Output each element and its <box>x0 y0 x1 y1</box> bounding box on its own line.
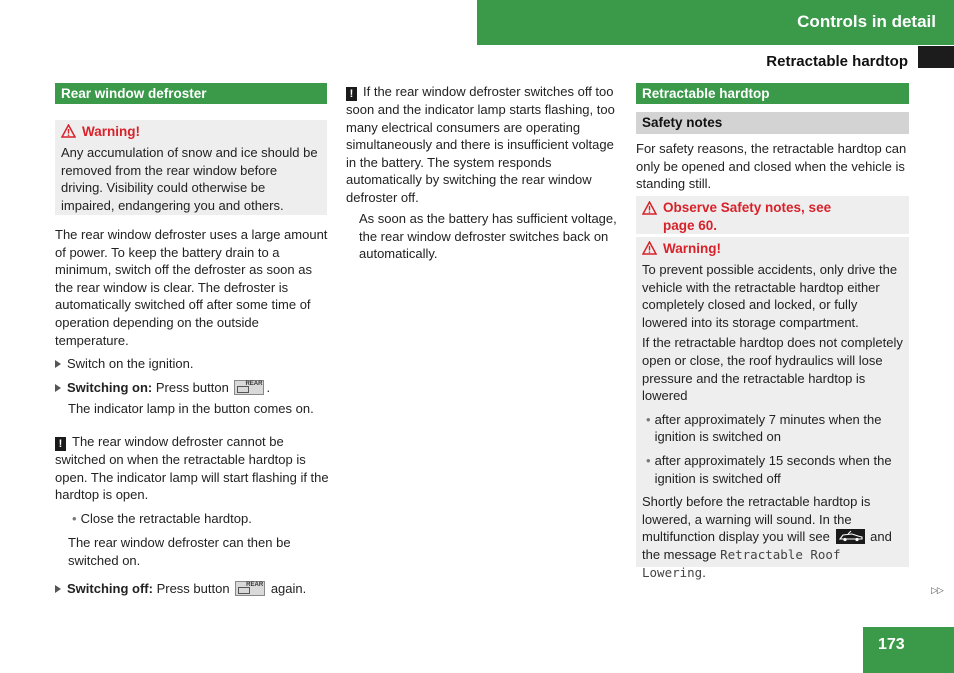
step-text: Switch on the ignition. <box>67 356 194 371</box>
warning-paragraph-1: To prevent possible accidents, only drive the vehicle with the retractable hardtop either completely closed and locked, or fully lowered into its storage compartment. <box>642 262 898 330</box>
thumb-tab-marker <box>918 46 954 68</box>
battery-note-2: As soon as the battery has sufficient voltage, the rear window defroster switches back on automatically. <box>359 211 617 262</box>
warning-triangle-icon <box>642 201 657 215</box>
safety-intro: For safety reasons, the retractable hardtop can only be opened and closed when the vehicle is standing still. <box>636 141 907 192</box>
section-title: Retractable hardtop <box>766 53 908 70</box>
intro-paragraph: The rear window defroster uses a large amount of power. To keep the battery drain to a minimum, switch off the defroster as soon as the rear window is clear. The defroster is automatically switched off after some time of operation depending on the outside temperature. <box>55 227 328 348</box>
note-bullet <box>72 510 330 528</box>
subheading-safety-notes: Safety notes <box>636 112 909 134</box>
bullet-dot-icon: • <box>646 452 651 468</box>
exclamation-icon: ! <box>346 87 357 101</box>
warning-title-row <box>61 123 321 141</box>
warning-box <box>55 120 327 215</box>
warning-triangle-icon <box>61 124 76 138</box>
note-bullet-text: Close the retractable hardtop. <box>80 511 252 526</box>
step-switching-on: Switching on: Press button REAR . <box>55 379 329 397</box>
step-switching-off <box>55 580 329 598</box>
warning-title-row <box>642 240 903 258</box>
observe-row <box>636 196 909 235</box>
bullet-dot-icon: • <box>72 511 77 526</box>
step-arrow-icon <box>55 384 61 392</box>
rear-defroster-button-icon: REAR <box>234 380 264 395</box>
step-label: Switching off: <box>67 581 153 596</box>
chapter-title: Controls in detail <box>797 12 936 31</box>
warning-paragraph-2: If the retractable hardtop does not completely open or close, the roof hydraulics will lose pressure and the retractable hardtop is lowered <box>642 335 903 404</box>
warning-text: Any accumulation of snow and ice should be removed from the rear window before driving. Visibility could otherwise be impaired, endangering you and others. <box>61 145 318 213</box>
step-arrow-icon <box>55 360 61 368</box>
battery-note-text: If the rear window defroster switches off too soon and the indicator lamp starts flashing, too many electrical consumers are operating simultaneously and there is insufficient voltage in the battery. The system responds automatically by switching the rear window defroster off. <box>346 84 615 205</box>
section-heading-rear-window-defroster: Rear window defroster <box>55 83 327 104</box>
step-arrow-icon <box>55 585 61 593</box>
bullet-dot-icon: • <box>646 411 651 427</box>
warning-title: Warning! <box>663 241 721 256</box>
hardtop-warning-box <box>636 237 909 580</box>
step-text: Press button <box>155 380 229 395</box>
step-note: The indicator lamp in the button comes on. <box>68 401 314 416</box>
step-label: Switching on: <box>67 380 153 395</box>
warning-paragraph-3 <box>642 493 903 581</box>
warning-bullet-text: after approximately 15 seconds when the ignition is switched off <box>654 452 892 486</box>
battery-note <box>346 83 620 207</box>
step-after-text: again. <box>270 581 307 596</box>
note-after: The rear window defroster can then be switched on. <box>68 535 291 568</box>
observe-link[interactable]: Observe Safety notes, see page 60. <box>663 200 832 233</box>
warning-p3-text-b: and the message <box>642 529 892 562</box>
continue-arrows-icon: ▷▷ <box>931 585 943 595</box>
note-text: The rear window defroster cannot be switched on when the retractable hardtop is open. The indicator lamp will start flashing if the hardtop is open. <box>55 434 329 503</box>
warning-bullet <box>642 452 903 487</box>
warning-bullet <box>642 411 903 446</box>
section-heading-retractable-hardtop: Retractable hardtop <box>636 83 909 104</box>
convertible-car-icon <box>836 529 865 544</box>
page-number-box <box>863 627 954 673</box>
note-block <box>55 433 329 504</box>
exclamation-icon: ! <box>55 437 66 451</box>
warning-triangle-icon <box>642 241 657 255</box>
page-number: 173 <box>878 636 905 653</box>
step-text: Press button <box>156 581 230 596</box>
punctuation: . <box>702 564 706 580</box>
warning-title: Warning! <box>82 124 140 139</box>
observe-box <box>636 196 909 234</box>
warning-bullet-text: after approximately 7 minutes when the ignition is switched on <box>654 411 882 445</box>
rear-defroster-button-icon: REAR <box>235 581 265 596</box>
warning-p3-text: Shortly before the retractable hardtop is lowered, a warning will sound. In the multifunction display you will see <box>642 494 871 545</box>
step-switch-on-ignition <box>55 355 329 373</box>
display-message: Retractable Roof Lowering <box>642 546 841 580</box>
